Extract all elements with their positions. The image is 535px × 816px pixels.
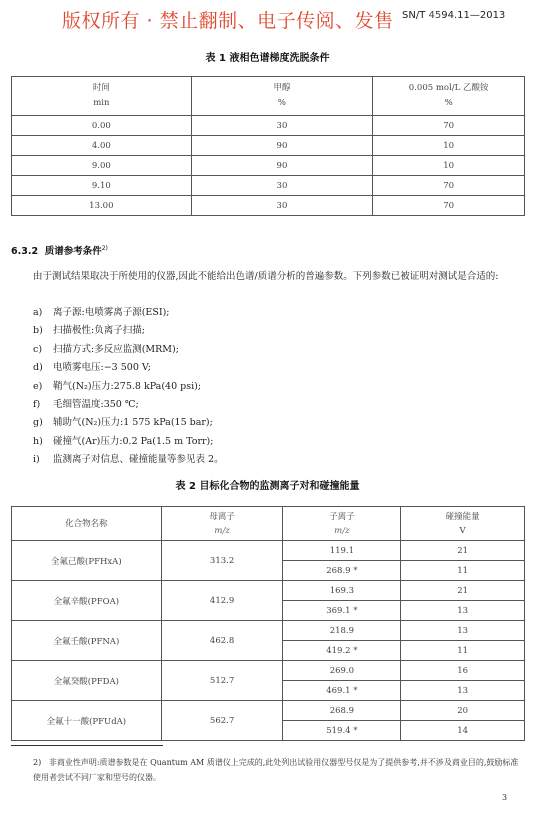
list-item: [33, 359, 513, 377]
footnote-text: 非商业性声明:质谱参数是在 Quantum AM 质谱仪上完成的,此处列出试验用仪器型号仅是为了提供参考,并不涉及商业目的,鼓励标准使用者尝试不同厂家和型号的仪器。: [33, 758, 519, 782]
list-item: [33, 433, 513, 451]
table2-header-row: [12, 507, 525, 541]
table-row: [12, 541, 525, 561]
table-cell: 70: [373, 176, 525, 196]
list-label: f): [33, 399, 41, 411]
daughter-ion-cell: 119.1: [283, 541, 401, 561]
table2-header-cell: [12, 507, 162, 541]
header-label: 子离子: [329, 511, 355, 522]
table-row: [12, 621, 525, 641]
list-text: 监测离子对信息、碰撞能量等参见表 2。: [53, 454, 224, 466]
footnote: [33, 755, 523, 785]
header-unit: %: [444, 98, 453, 108]
table-cell: 30: [191, 116, 373, 136]
copyright-watermark: 版权所有 · 禁止翻制、电子传阅、发售: [62, 10, 394, 32]
gradient-table: [11, 76, 525, 216]
compound-name-cell: 全氟辛酸(PFOA): [12, 581, 162, 621]
collision-energy-cell: 21: [401, 581, 525, 601]
table1-header-row: [12, 77, 525, 116]
ion-pair-table: [11, 506, 525, 741]
collision-energy-cell: 21: [401, 541, 525, 561]
table-cell: 90: [191, 136, 373, 156]
table-row: [12, 661, 525, 681]
table-row: [12, 176, 525, 196]
table-row: [12, 116, 525, 136]
table-cell: 0.00: [12, 116, 192, 136]
section-heading: [11, 243, 108, 257]
table1-header-cell: [191, 77, 373, 116]
compound-name-cell: 全氟己酸(PFHxA): [12, 541, 162, 581]
list-item: [33, 451, 513, 469]
page-number: 3: [502, 793, 508, 802]
list-text: 扫描极性:负离子扫描;: [53, 325, 145, 337]
list-label: c): [33, 343, 43, 355]
header-label: 碰撞能量: [445, 511, 480, 522]
header-unit: m/z: [214, 525, 230, 536]
compound-name-cell: 全氟癸酸(PFDA): [12, 661, 162, 701]
list-label: d): [33, 362, 43, 374]
header-label: 0.005 mol/L 乙酸铵: [408, 83, 489, 93]
header-label: 化合物名称: [65, 518, 108, 529]
header-unit: min: [93, 98, 110, 108]
table-row: [12, 701, 525, 721]
header-label: 时间: [92, 83, 110, 93]
list-text: 毛细管温度:350 ℃;: [53, 399, 139, 411]
table-row: [12, 196, 525, 216]
daughter-ion-cell: 268.9 *: [283, 561, 401, 581]
collision-energy-cell: 11: [401, 561, 525, 581]
table-cell: 90: [191, 156, 373, 176]
table-cell: 30: [191, 176, 373, 196]
header-label: 母离子: [209, 511, 235, 522]
parent-ion-cell: 512.7: [161, 661, 283, 701]
table-cell: 4.00: [12, 136, 192, 156]
daughter-ion-cell: 369.1 *: [283, 601, 401, 621]
daughter-ion-cell: 269.0: [283, 661, 401, 681]
collision-energy-cell: 20: [401, 701, 525, 721]
collision-energy-cell: 13: [401, 681, 525, 701]
footnote-divider: [11, 745, 163, 746]
list-text: 辅助气(N₂)压力:1 575 kPa(15 bar);: [53, 417, 213, 429]
table-cell: 10: [373, 156, 525, 176]
daughter-ion-cell: 268.9: [283, 701, 401, 721]
list-text: 离子源:电喷雾离子源(ESI);: [53, 307, 170, 318]
parent-ion-cell: 412.9: [161, 581, 283, 621]
table-cell: 30: [191, 196, 373, 216]
parent-ion-cell: 313.2: [161, 541, 283, 581]
list-item: [33, 341, 513, 359]
collision-energy-cell: 13: [401, 601, 525, 621]
table-row: [12, 156, 525, 176]
table2-caption: 表 2 目标化合物的监测离子对和碰撞能量: [175, 481, 360, 492]
collision-energy-cell: 16: [401, 661, 525, 681]
collision-energy-cell: 14: [401, 721, 525, 741]
table2-header-cell: [161, 507, 283, 541]
table1-caption: 表 1 液相色谱梯度洗脱条件: [205, 53, 330, 64]
table-cell: 13.00: [12, 196, 192, 216]
parent-ion-cell: 562.7: [161, 701, 283, 741]
daughter-ion-cell: 218.9: [283, 621, 401, 641]
daughter-ion-cell: 519.4 *: [283, 721, 401, 741]
compound-name-cell: 全氟壬酸(PFNA): [12, 621, 162, 661]
standard-prefix: SN/T: [402, 10, 429, 21]
list-item: [33, 396, 513, 414]
list-label: a): [33, 307, 43, 318]
table1-header-cell: [12, 77, 192, 116]
daughter-ion-cell: 169.3: [283, 581, 401, 601]
header-unit: V: [459, 525, 466, 536]
collision-energy-cell: 13: [401, 621, 525, 641]
standard-suffix: 94.11—2013: [441, 10, 506, 21]
list-label: e): [33, 380, 43, 392]
footnote-ref[interactable]: 2): [101, 244, 108, 252]
list-text: 电喷雾电压:−3 500 V;: [53, 362, 151, 374]
header-label: 甲醇: [273, 83, 291, 93]
list-item: [33, 304, 513, 322]
list-label: i): [33, 454, 40, 466]
list-item: [33, 378, 513, 396]
footnote-label: 2): [33, 758, 42, 767]
header-unit: m/z: [334, 525, 350, 536]
daughter-ion-cell: 469.1 *: [283, 681, 401, 701]
daughter-ion-cell: 419.2 *: [283, 641, 401, 661]
table1-header-cell: [373, 77, 525, 116]
table2-header-cell: [401, 507, 525, 541]
section-number: 6.3.2: [11, 246, 39, 257]
list-item: [33, 322, 513, 340]
table-cell: 9.10: [12, 176, 192, 196]
standard-number: [402, 10, 505, 21]
table-cell: 70: [373, 116, 525, 136]
section-title: 质谱参考条件: [44, 246, 102, 257]
table-row: [12, 136, 525, 156]
body-paragraph: 由于测试结果取决于所使用的仪器,因此不能给出色谱/质谱分析的普遍参数。下列参数已被证明对测试是合适的:: [33, 271, 499, 282]
table-cell: 70: [373, 196, 525, 216]
list-text: 扫描方式:多反应监测(MRM);: [53, 343, 179, 355]
list-text: 碰撞气(Ar)压力:0.2 Pa(1.5 m Torr);: [53, 435, 214, 447]
collision-energy-cell: 11: [401, 641, 525, 661]
parent-ion-cell: 462.8: [161, 621, 283, 661]
table-row: [12, 581, 525, 601]
standard-obscured-digits: 45: [428, 10, 442, 21]
table2-header-cell: [283, 507, 401, 541]
compound-name-cell: 全氟十一酸(PFUdA): [12, 701, 162, 741]
list-label: b): [33, 325, 43, 337]
list-text: 鞘气(N₂)压力:275.8 kPa(40 psi);: [53, 380, 202, 392]
list-label: g): [33, 417, 43, 429]
header-unit: %: [277, 98, 286, 108]
ms-parameter-list: [33, 304, 513, 470]
table-cell: 9.00: [12, 156, 192, 176]
table-cell: 10: [373, 136, 525, 156]
list-item: [33, 414, 513, 432]
list-label: h): [33, 435, 43, 447]
